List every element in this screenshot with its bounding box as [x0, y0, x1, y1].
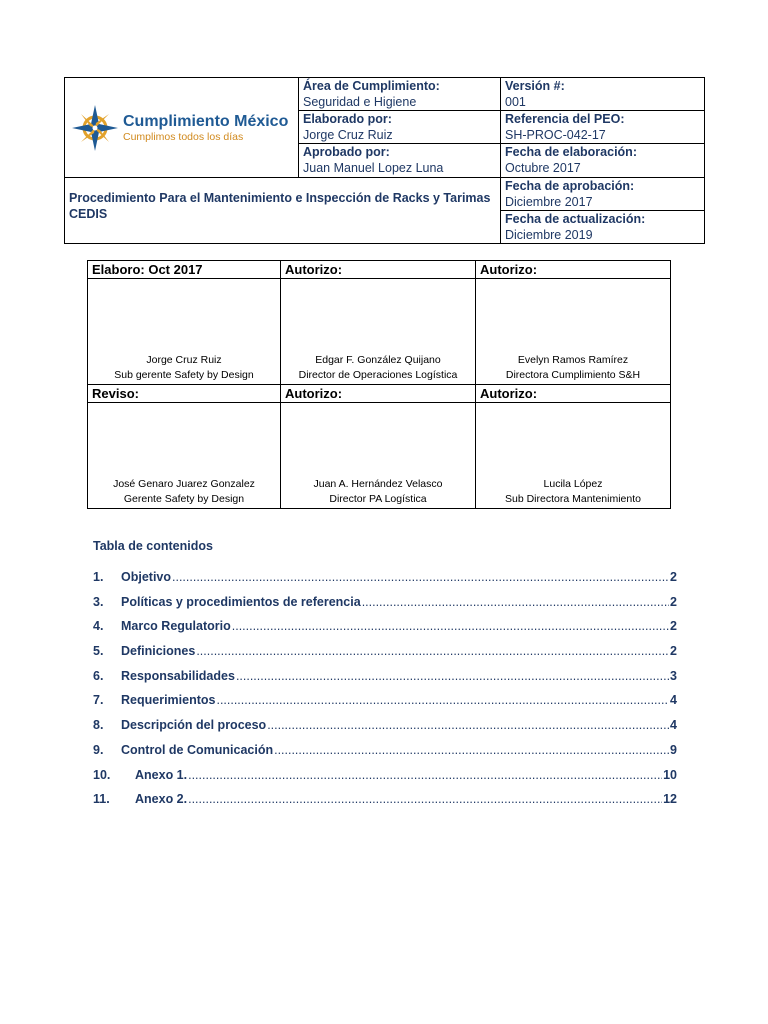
signature-header: Reviso: [88, 385, 281, 403]
aprobado-value: Juan Manuel Lopez Luna [303, 161, 444, 175]
signature-table [87, 260, 671, 509]
toc-leader-dots [196, 644, 669, 658]
toc-entry[interactable] [93, 693, 677, 718]
toc-number: 4. [93, 619, 104, 634]
fecha-aprobacion-cell [501, 178, 705, 211]
fecha-actualizacion-value: Diciembre 2019 [505, 228, 593, 242]
logo-tagline: Cumplimos todos los días [123, 131, 244, 143]
toc-number: 9. [93, 742, 104, 757]
toc-number: 3. [93, 594, 104, 609]
signature-header: Autorizo: [281, 385, 476, 403]
fecha-elaboracion-label: Fecha de elaboración: [505, 145, 637, 159]
toc-label: Marco Regulatorio [121, 619, 231, 634]
toc-number: 1. [93, 570, 104, 584]
toc-leader-dots [188, 792, 662, 806]
logo-cell [65, 78, 299, 178]
toc-number: 10. [93, 767, 111, 782]
toc-number: 5. [93, 644, 104, 659]
signatory-name: Jorge Cruz Ruiz [146, 354, 222, 366]
table-of-contents [93, 570, 677, 817]
toc-entry[interactable] [93, 595, 677, 620]
toc-entry[interactable] [93, 669, 677, 694]
toc-page-number: 2 [670, 619, 677, 634]
area-cell [299, 78, 501, 111]
fecha-elaboracion-cell [501, 144, 705, 178]
version-value: 001 [505, 95, 526, 109]
toc-page-number: 2 [670, 570, 677, 584]
toc-label: Requerimientos [121, 693, 216, 708]
toc-page-number: 4 [670, 693, 677, 708]
version-label: Versión #: [505, 79, 565, 93]
fecha-aprobacion-value: Diciembre 2017 [505, 195, 593, 209]
signatory-name: Edgar F. González Quijano [315, 354, 441, 366]
toc-page-number: 10 [663, 767, 677, 782]
company-logo [65, 103, 298, 153]
signatory-name: Evelyn Ramos Ramírez [517, 354, 629, 366]
toc-page-number: 3 [670, 668, 677, 683]
toc-entry[interactable] [93, 718, 677, 743]
toc-leader-dots [267, 718, 669, 732]
signature-header: Autorizo: [281, 261, 476, 279]
toc-number: 7. [93, 693, 104, 708]
toc-entry[interactable] [93, 619, 677, 644]
toc-label: Responsabilidades [121, 668, 235, 683]
toc-leader-dots [188, 768, 662, 782]
signature-header: Autorizo: [476, 385, 671, 403]
procedure-title-cell [65, 178, 501, 244]
toc-number: 11. [93, 792, 110, 807]
toc-page-number: 12 [663, 792, 677, 807]
toc-entry[interactable] [93, 644, 677, 669]
toc-entry[interactable] [93, 792, 677, 817]
aprobado-label: Aprobado por: [303, 145, 390, 159]
referencia-label: Referencia del PEO: [505, 112, 625, 126]
signature-box [88, 279, 281, 385]
toc-label: Anexo 2. [135, 792, 188, 807]
toc-page-number: 9 [670, 742, 677, 757]
signatory-name: Juan A. Hernández Velasco [313, 478, 443, 490]
toc-label: Objetivo [121, 570, 172, 584]
toc-number: 6. [93, 668, 104, 683]
toc-entry[interactable] [93, 768, 677, 793]
toc-title: Tabla de contenidos [93, 539, 213, 553]
toc-label: Anexo 1. [135, 767, 188, 782]
signatory-role: Gerente Safety by Design [123, 493, 245, 505]
aprobado-cell [299, 144, 501, 178]
toc-leader-dots [362, 595, 669, 609]
fecha-actualizacion-label: Fecha de actualización: [505, 212, 646, 226]
fecha-aprobacion-label: Fecha de aprobación: [505, 179, 635, 193]
toc-leader-dots [232, 619, 669, 633]
fecha-actualizacion-cell [501, 211, 705, 244]
toc-label: Políticas y procedimientos de referencia [121, 594, 361, 609]
document-header-table [64, 77, 705, 244]
signature-box [281, 279, 476, 385]
signatory-name: Lucila López [543, 478, 603, 490]
referencia-cell [501, 111, 705, 144]
toc-label: Definiciones [121, 644, 196, 659]
signatory-role: Director de Operaciones Logística [298, 369, 458, 381]
signature-box [476, 279, 671, 385]
toc-page-number: 2 [670, 644, 677, 659]
toc-leader-dots [274, 743, 669, 757]
signature-box [281, 403, 476, 509]
elaborado-cell [299, 111, 501, 144]
area-value: Seguridad e Higiene [303, 95, 417, 109]
signatory-name: José Genaro Juarez Gonzalez [113, 478, 255, 490]
toc-entry[interactable] [93, 743, 677, 768]
area-label: Área de Cumplimiento: [303, 79, 440, 93]
procedure-title: Procedimiento Para el Mantenimiento e Inspección de Racks y Tarimas CEDIS [69, 191, 491, 221]
toc-leader-dots [172, 570, 669, 584]
toc-label: Control de Comunicación [121, 742, 274, 757]
toc-leader-dots [236, 669, 669, 683]
version-cell [501, 78, 705, 111]
signatory-role: Director PA Logística [329, 493, 427, 505]
signature-box [476, 403, 671, 509]
elaborado-label: Elaborado por: [303, 112, 392, 126]
toc-number: 8. [93, 718, 104, 733]
logo-brand-text: Cumplimiento México [123, 113, 289, 130]
compass-star-icon [71, 103, 119, 153]
signatory-role: Sub Directora Mantenimiento [505, 493, 641, 505]
signature-box [88, 403, 281, 509]
toc-label: Descripción del proceso [121, 718, 267, 733]
referencia-value: SH-PROC-042-17 [505, 128, 606, 142]
elaborado-value: Jorge Cruz Ruiz [303, 128, 393, 142]
signature-header: Elaboro: Oct 2017 [88, 261, 281, 279]
toc-leader-dots [216, 693, 669, 707]
signatory-role: Sub gerente Safety by Design [114, 369, 254, 381]
fecha-elaboracion-value: Octubre 2017 [505, 161, 581, 175]
toc-page-number: 4 [670, 718, 677, 733]
toc-page-number: 2 [670, 594, 677, 609]
signatory-role: Directora Cumplimiento S&H [505, 369, 641, 381]
toc-entry[interactable] [93, 570, 677, 595]
signature-header: Autorizo: [476, 261, 671, 279]
